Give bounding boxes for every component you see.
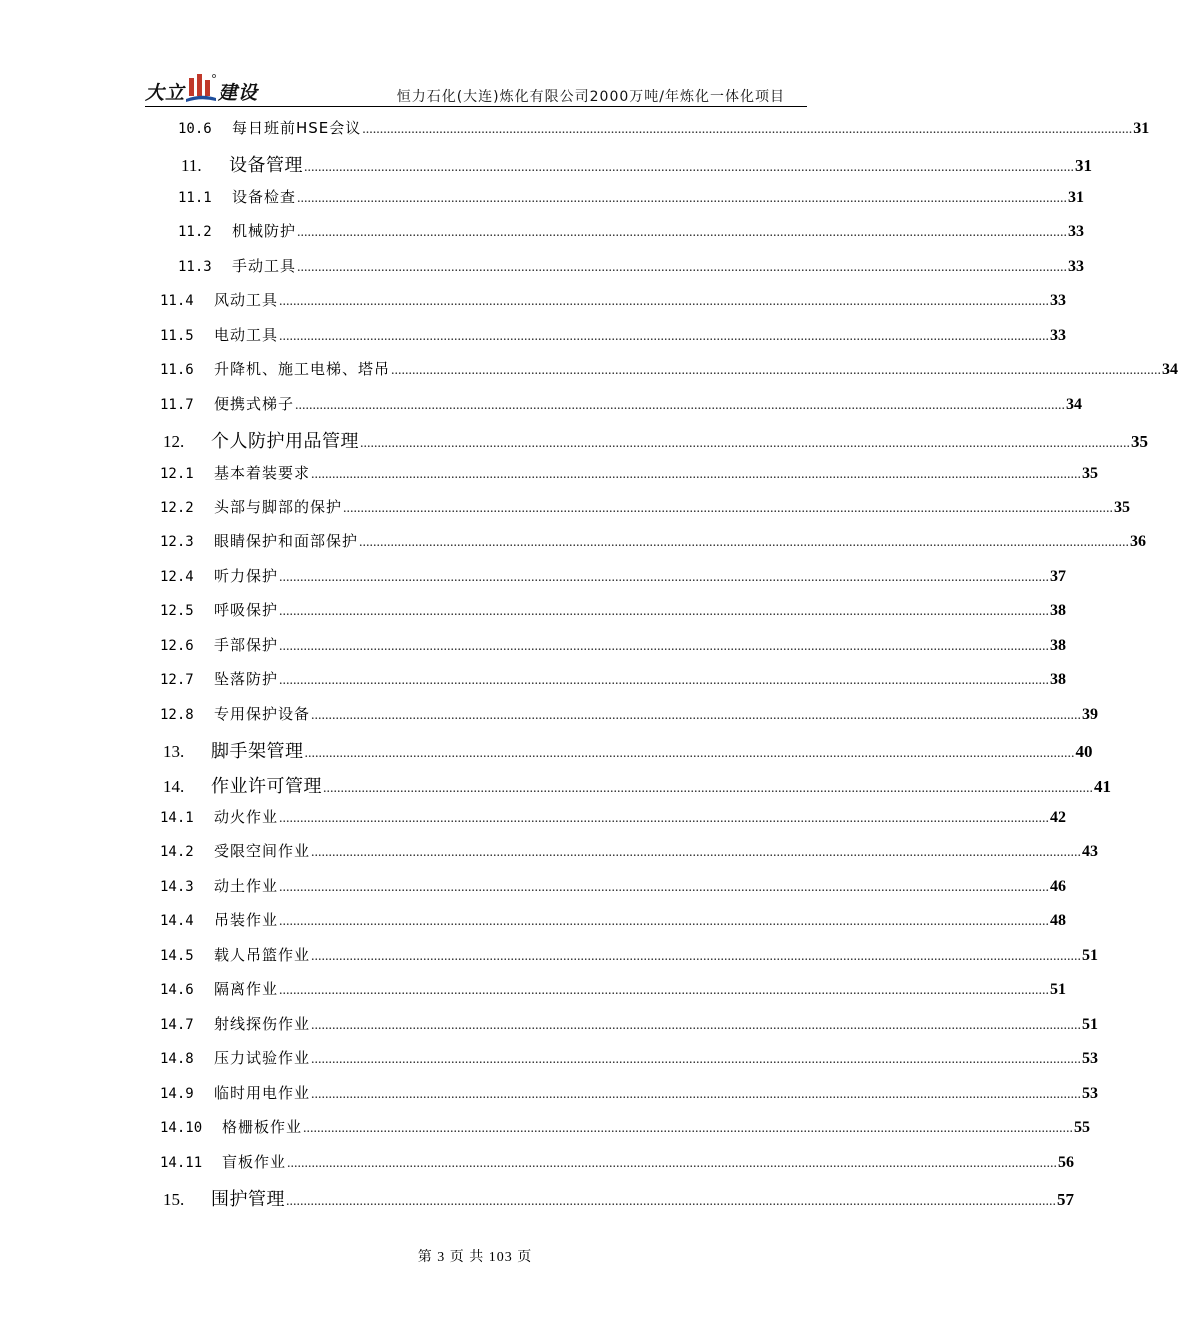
toc-entry-title: 压力试验作业 [214, 1049, 311, 1067]
toc-dot-leader: ............................................................................................................................................................................................................................ [343, 501, 1114, 516]
toc-entry[interactable] [160, 1047, 1099, 1071]
toc-entry-title: 盲板作业 [222, 1153, 287, 1171]
toc-dot-leader: ............................................................................................................................................................................................................................ [279, 811, 1050, 826]
toc-entry-page-number: 56 [1058, 1154, 1075, 1171]
toc-entry-page-number: 33 [1068, 223, 1085, 240]
toc-entry[interactable] [160, 1082, 1099, 1106]
toc-entry-number: 14.7 [160, 1017, 194, 1033]
toc-entry-number: 11.2 [178, 224, 212, 240]
toc-entry[interactable] [178, 117, 1150, 141]
toc-dot-leader: ............................................................................................................................................................................................................................ [311, 845, 1082, 860]
toc-dot-leader: ............................................................................................................................................................................................................................ [323, 781, 1093, 796]
toc-entry-number: 14.4 [160, 913, 194, 929]
toc-entry-page-number: 33 [1068, 258, 1085, 275]
toc-dot-leader: ............................................................................................................................................................................................................................ [279, 983, 1050, 998]
toc-entry-number: 14.10 [160, 1120, 203, 1136]
toc-entry-title: 基本着装要求 [214, 464, 311, 482]
toc-entry-title: 格栅板作业 [222, 1118, 303, 1136]
toc-dot-leader: ............................................................................................................................................................................................................................ [279, 880, 1050, 895]
toc-entry-title: 临时用电作业 [214, 1084, 311, 1102]
toc-entry-number: 12.2 [160, 500, 194, 516]
toc-entry-page-number: 51 [1082, 1016, 1099, 1033]
toc-entry-page-number: 53 [1082, 1085, 1099, 1102]
toc-entry[interactable] [160, 462, 1099, 486]
project-title: 恒力石化(大连)炼化有限公司2000万吨/年炼化一体化项目 [396, 89, 785, 105]
toc-entry-title: 升降机、施工电梯、塔吊 [214, 360, 391, 378]
toc-entry[interactable] [160, 1151, 1075, 1175]
toc-entry-title: 听力保护 [214, 567, 279, 585]
toc-entry-page-number: 35 [1131, 432, 1148, 451]
toc-dot-leader: ............................................................................................................................................................................................................................ [279, 329, 1050, 344]
toc-dot-leader: ............................................................................................................................................................................................................................ [360, 436, 1130, 451]
toc-entry-number: 12.7 [160, 672, 194, 688]
logo-text-left: 大立 [145, 82, 186, 104]
toc-entry[interactable] [160, 599, 1067, 623]
toc-entry-page-number: 36 [1130, 533, 1147, 550]
toc-dot-leader: ............................................................................................................................................................................................................................ [311, 1052, 1082, 1067]
toc-entry-number: 12.5 [160, 603, 194, 619]
toc-entry-number: 14.6 [160, 982, 194, 998]
toc-dot-leader: ............................................................................................................................................................................................................................ [279, 639, 1050, 654]
toc-entry-title: 便携式梯子 [214, 395, 295, 413]
toc-dot-leader: ............................................................................................................................................................................................................................ [287, 1156, 1058, 1171]
toc-entry-title: 动土作业 [214, 877, 279, 895]
toc-entry-title: 手部保护 [214, 636, 279, 654]
toc-entry[interactable] [160, 496, 1131, 520]
toc-entry-number: 14.9 [160, 1086, 194, 1102]
toc-entry-number: 11.5 [160, 328, 194, 344]
toc-entry-page-number: 38 [1050, 602, 1067, 619]
toc-dot-leader: ............................................................................................................................................................................................................................ [304, 160, 1074, 175]
toc-entry-number: 12.3 [160, 534, 194, 550]
toc-entry[interactable] [163, 737, 1093, 762]
logo-text-right: 建设 [218, 82, 259, 104]
toc-entry[interactable] [160, 289, 1067, 313]
toc-entry-title: 坠落防护 [214, 670, 279, 688]
toc-entry-page-number: 57 [1057, 1190, 1074, 1209]
toc-entry-number: 14.2 [160, 844, 194, 860]
toc-dot-leader: ............................................................................................................................................................................................................................ [297, 225, 1068, 240]
page-footer: 第 3 页 共 103 页 [417, 1250, 533, 1265]
toc-entry-title: 围护管理 [211, 1189, 285, 1210]
toc-entry-page-number: 35 [1114, 499, 1131, 516]
toc-dot-leader: ............................................................................................................................................................................................................................ [359, 535, 1130, 550]
toc-entry-number: 11. [181, 156, 202, 175]
toc-entry[interactable] [160, 806, 1067, 830]
toc-entry-title: 电动工具 [214, 326, 279, 344]
toc-dot-leader: ............................................................................................................................................................................................................................ [279, 673, 1050, 688]
toc-entry[interactable] [178, 186, 1085, 210]
toc-entry-page-number: 55 [1074, 1119, 1091, 1136]
toc-entry-title: 风动工具 [214, 291, 279, 309]
toc-entry-number: 12.6 [160, 638, 194, 654]
toc-entry-page-number: 41 [1094, 777, 1111, 796]
toc-entry[interactable] [160, 875, 1067, 899]
toc-entry-page-number: 38 [1050, 637, 1067, 654]
toc-entry-page-number: 34 [1162, 361, 1178, 378]
toc-entry[interactable] [160, 530, 1147, 554]
toc-dot-leader: ............................................................................................................................................................................................................................ [279, 914, 1050, 929]
toc-entry-title: 受限空间作业 [214, 842, 311, 860]
toc-dot-leader: ............................................................................................................................................................................................................................ [362, 122, 1133, 137]
toc-entry-number: 14. [163, 777, 185, 796]
toc-entry-title: 手动工具 [232, 257, 297, 275]
toc-entry[interactable] [160, 1116, 1091, 1140]
toc-dot-leader: ............................................................................................................................................................................................................................ [279, 604, 1050, 619]
toc-entry-title: 作业许可管理 [211, 776, 322, 797]
toc-dot-leader: ............................................................................................................................................................................................................................ [391, 363, 1162, 378]
toc-entry-number: 12.8 [160, 707, 194, 723]
toc-dot-leader: ............................................................................................................................................................................................................................ [311, 467, 1082, 482]
toc-dot-leader: ............................................................................................................................................................................................................................ [297, 191, 1068, 206]
toc-entry-title: 隔离作业 [214, 980, 279, 998]
toc-entry[interactable] [160, 909, 1067, 933]
toc-entry-number: 10.6 [178, 121, 212, 137]
toc-entry-number: 14.11 [160, 1155, 203, 1171]
toc-entry-title: 每日班前HSE会议 [232, 119, 362, 137]
toc-dot-leader: ............................................................................................................................................................................................................................ [303, 1121, 1074, 1136]
toc-entry-title: 载人吊篮作业 [214, 946, 311, 964]
toc-entry[interactable] [160, 840, 1099, 864]
toc-entry-number: 12. [163, 432, 185, 451]
toc-entry[interactable] [160, 944, 1099, 968]
toc-entry[interactable] [181, 151, 1092, 176]
toc-entry[interactable] [160, 324, 1067, 348]
toc-entry[interactable] [160, 358, 1178, 382]
toc-entry[interactable] [178, 220, 1085, 244]
toc-dot-leader: ............................................................................................................................................................................................................................ [311, 1018, 1082, 1033]
toc-entry[interactable] [160, 1013, 1099, 1037]
toc-entry-number: 15. [163, 1190, 185, 1209]
toc-entry[interactable] [163, 772, 1111, 797]
toc-entry-title: 头部与脚部的保护 [214, 498, 343, 516]
toc-entry-page-number: 48 [1050, 912, 1067, 929]
toc-entry-number: 11.6 [160, 362, 194, 378]
toc-entry-title: 机械防护 [232, 222, 297, 240]
toc-entry-title: 个人防护用品管理 [211, 431, 359, 452]
toc-entry[interactable] [160, 703, 1099, 727]
toc-entry-page-number: 40 [1075, 742, 1093, 761]
toc-entry-number: 14.3 [160, 879, 194, 895]
toc-entry[interactable] [163, 427, 1148, 452]
toc-dot-leader: ............................................................................................................................................................................................................................ [311, 949, 1082, 964]
toc-entry-page-number: 31 [1068, 189, 1085, 206]
toc-entry-page-number: 37 [1050, 568, 1067, 585]
toc-dot-leader: ............................................................................................................................................................................................................................ [286, 1194, 1056, 1209]
toc-entry-title: 动火作业 [214, 808, 279, 826]
toc-entry-number: 14.8 [160, 1051, 194, 1067]
toc-dot-leader: ............................................................................................................................................................................................................................ [297, 260, 1068, 275]
toc-entry-title: 呼吸保护 [214, 601, 279, 619]
toc-entry-page-number: 46 [1050, 878, 1067, 895]
toc-entry-title: 设备检查 [232, 188, 297, 206]
toc-entry[interactable] [160, 565, 1067, 589]
toc-entry-title: 射线探伤作业 [214, 1015, 311, 1033]
toc-entry-page-number: 33 [1050, 292, 1067, 309]
toc-dot-leader: ............................................................................................................................................................................................................................ [304, 746, 1075, 761]
toc-entry-page-number: 33 [1050, 327, 1067, 344]
toc-entry-page-number: 31 [1133, 120, 1150, 137]
toc-entry-page-number: 38 [1050, 671, 1067, 688]
toc-entry-page-number: 51 [1082, 947, 1099, 964]
toc-entry-number: 13. [163, 742, 185, 761]
toc-entry-page-number: 35 [1082, 465, 1099, 482]
toc-entry-page-number: 31 [1075, 156, 1092, 175]
toc-entry[interactable] [163, 1185, 1074, 1210]
toc-dot-leader: ............................................................................................................................................................................................................................ [311, 1087, 1082, 1102]
toc-entry[interactable] [178, 255, 1085, 279]
toc-entry-title: 吊装作业 [214, 911, 279, 929]
toc-entry[interactable] [160, 978, 1067, 1002]
toc-entry-number: 11.1 [178, 190, 212, 206]
toc-entry-number: 11.3 [178, 259, 212, 275]
toc-entry-number: 14.1 [160, 810, 194, 826]
toc-entry[interactable] [160, 668, 1067, 692]
toc-entry[interactable] [160, 634, 1067, 658]
toc-entry-title: 眼睛保护和面部保护 [214, 532, 359, 550]
toc-dot-leader: ............................................................................................................................................................................................................................ [295, 398, 1066, 413]
toc-dot-leader: ............................................................................................................................................................................................................................ [311, 708, 1082, 723]
toc-entry-page-number: 43 [1082, 843, 1099, 860]
toc-entry-title: 设备管理 [229, 155, 303, 176]
toc-entry-page-number: 42 [1050, 809, 1067, 826]
toc-entry-page-number: 39 [1082, 706, 1099, 723]
toc-entry-page-number: 51 [1050, 981, 1067, 998]
toc-entry-number: 12.1 [160, 466, 194, 482]
toc-entry-page-number: 34 [1066, 396, 1083, 413]
toc-entry-title: 脚手架管理 [211, 741, 304, 762]
toc-entry[interactable] [160, 393, 1083, 417]
toc-dot-leader: ............................................................................................................................................................................................................................ [279, 570, 1050, 585]
toc-entry-number: 11.7 [160, 397, 194, 413]
toc-entry-number: 11.4 [160, 293, 194, 309]
toc-dot-leader: ............................................................................................................................................................................................................................ [279, 294, 1050, 309]
toc-entry-number: 14.5 [160, 948, 194, 964]
toc-entry-title: 专用保护设备 [214, 705, 311, 723]
toc-entry-page-number: 53 [1082, 1050, 1099, 1067]
toc-entry-number: 12.4 [160, 569, 194, 585]
